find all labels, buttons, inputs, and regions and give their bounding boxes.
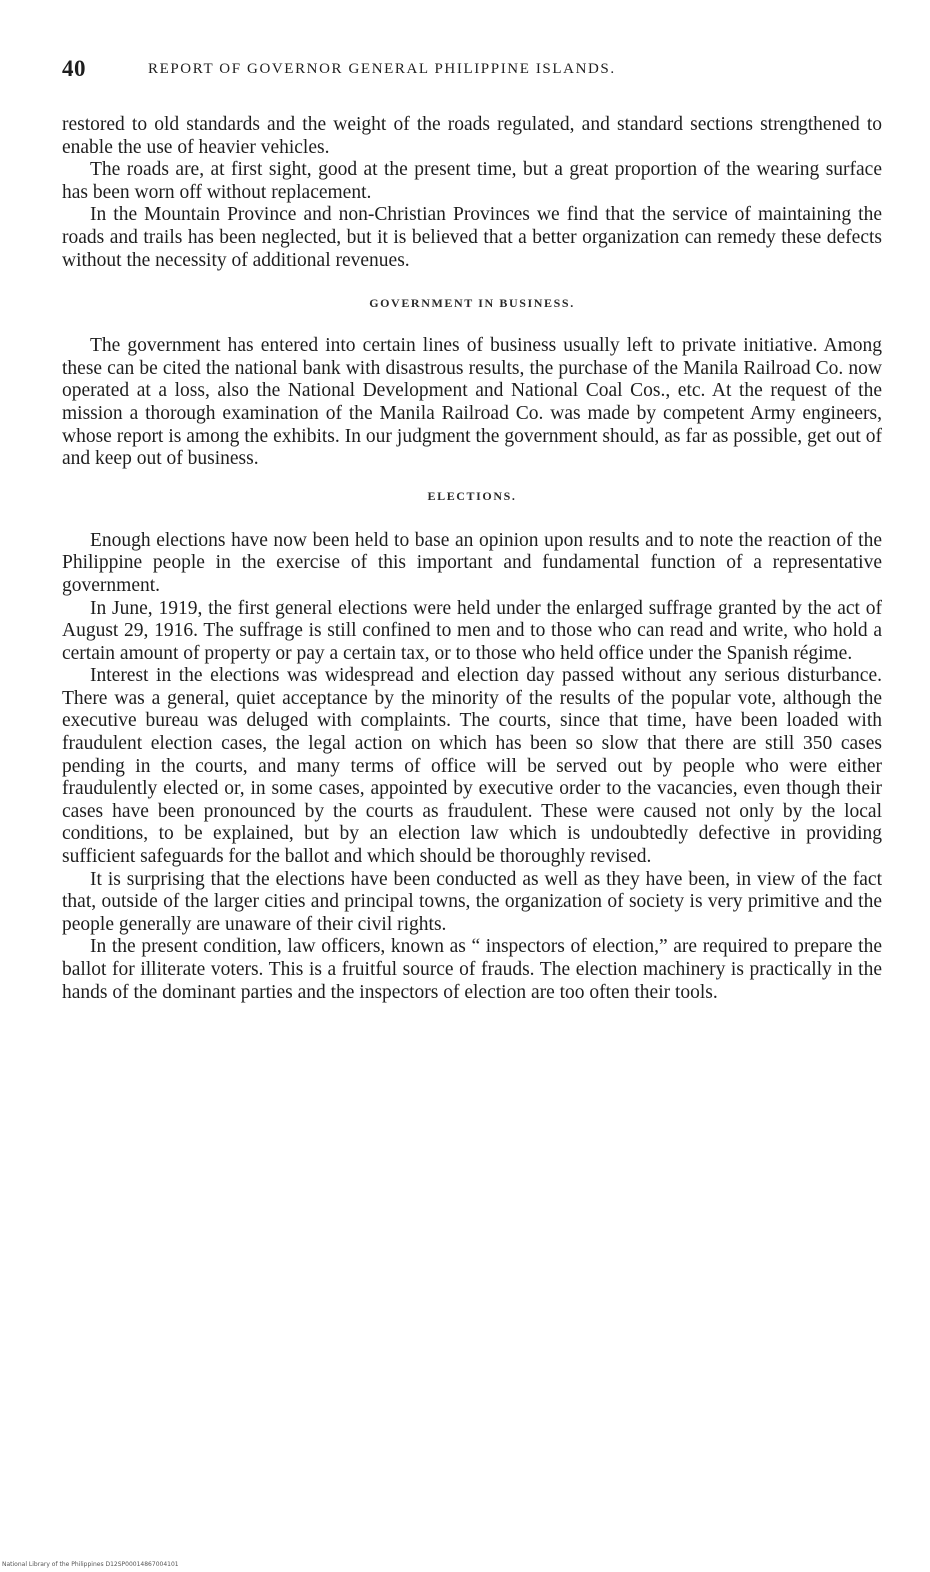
paragraph-elections-inspectors: In the present condition, law officers, known as “ inspectors of election,” are required to prepare the ballot for illiterate voters. This is a fruitful source of frauds. The election machinery is practically in the hands of the dominant parties and the inspectors of election are too often their tools. xyxy=(62,936,882,1003)
section-elections xyxy=(62,489,882,1004)
paragraph-elections-interest: Interest in the elections was widespread and election day passed without any serious disturbance. There was a general, quiet acceptance by the minority of the results of the popular vote, although the executive bureau was deluged with complaints. The courts, since that time, have been loaded with fraudulent election cases, the legal action on which has been so slow that there are still 350 cases pending in the courts, and many terms of office will be served out by people who were either fraudulently elected or, in some cases, appointed by executive order to the vacancies, even though their cases have been pronounced by the courts as fraudulent. These were caused not only by the local conditions, to be explained, but by an election law which is undoubtedly defective in providing sufficient safeguards for the ballot and which should be thoroughly revised. xyxy=(62,665,882,868)
running-title: REPORT OF GOVERNOR GENERAL PHILIPPINE ISLANDS. xyxy=(148,61,616,77)
library-stamp: National Library of the Philippines D12SP00014867004101 xyxy=(2,1561,179,1568)
paragraph-government-in-business: The government has entered into certain lines of business usually left to private initiative. Among these can be cited the national bank with disastrous results, the purchase of the Manila Railroad Co. now operated at a loss, also the National Development and National Coal Cos., etc. At the request of the mission a thorough examination of the Manila Railroad Co. was made by competent Army engineers, whose report is among the exhibits. In our judgment the government should, as far as possible, get out of and keep out of business. xyxy=(62,335,882,470)
paragraph-roads-continued: restored to old standards and the weight of the roads regulated, and standard sections strengthened to enable the use of heavier vehicles. xyxy=(62,114,882,158)
running-header xyxy=(62,56,882,96)
report-page xyxy=(62,56,882,1004)
paragraph-elections-intro: Enough elections have now been held to base an opinion upon results and to note the reaction of the Philippine people in the exercise of this important and fundamental function of a representative government. xyxy=(62,529,882,596)
paragraph-roads-mountain-province: In the Mountain Province and non-Christian Provinces we find that the service of maintaining the roads and trails has been neglected, but it is believed that a better organization can remedy these defects without the necessity of additional revenues. xyxy=(62,204,882,271)
section-roads xyxy=(62,114,882,272)
paragraph-elections-1919: In June, 1919, the first general elections were held under the enlarged suffrage granted by the act of August 29, 1916. The suffrage is still confined to men and to those who can read and write, who hold a certain amount of property or pay a certain tax, or to those who held office under the Spanish régime. xyxy=(62,597,882,664)
section-heading-elections: ELECTIONS. xyxy=(427,488,517,503)
section-heading-government-in-business: GOVERNMENT IN BUSINESS. xyxy=(369,296,575,311)
section-government-in-business xyxy=(62,296,882,471)
paragraph-elections-surprising: It is surprising that the elections have been conducted as well as they have been, in view of the fact that, outside of the larger cities and principal towns, the organization of society is very primitive and the people generally are unaware of their civil rights. xyxy=(62,868,882,935)
paragraph-roads-surface: The roads are, at first sight, good at the present time, but a great proportion of the wearing surface has been worn off without replacement. xyxy=(62,159,882,203)
page-number: 40 xyxy=(62,56,86,81)
